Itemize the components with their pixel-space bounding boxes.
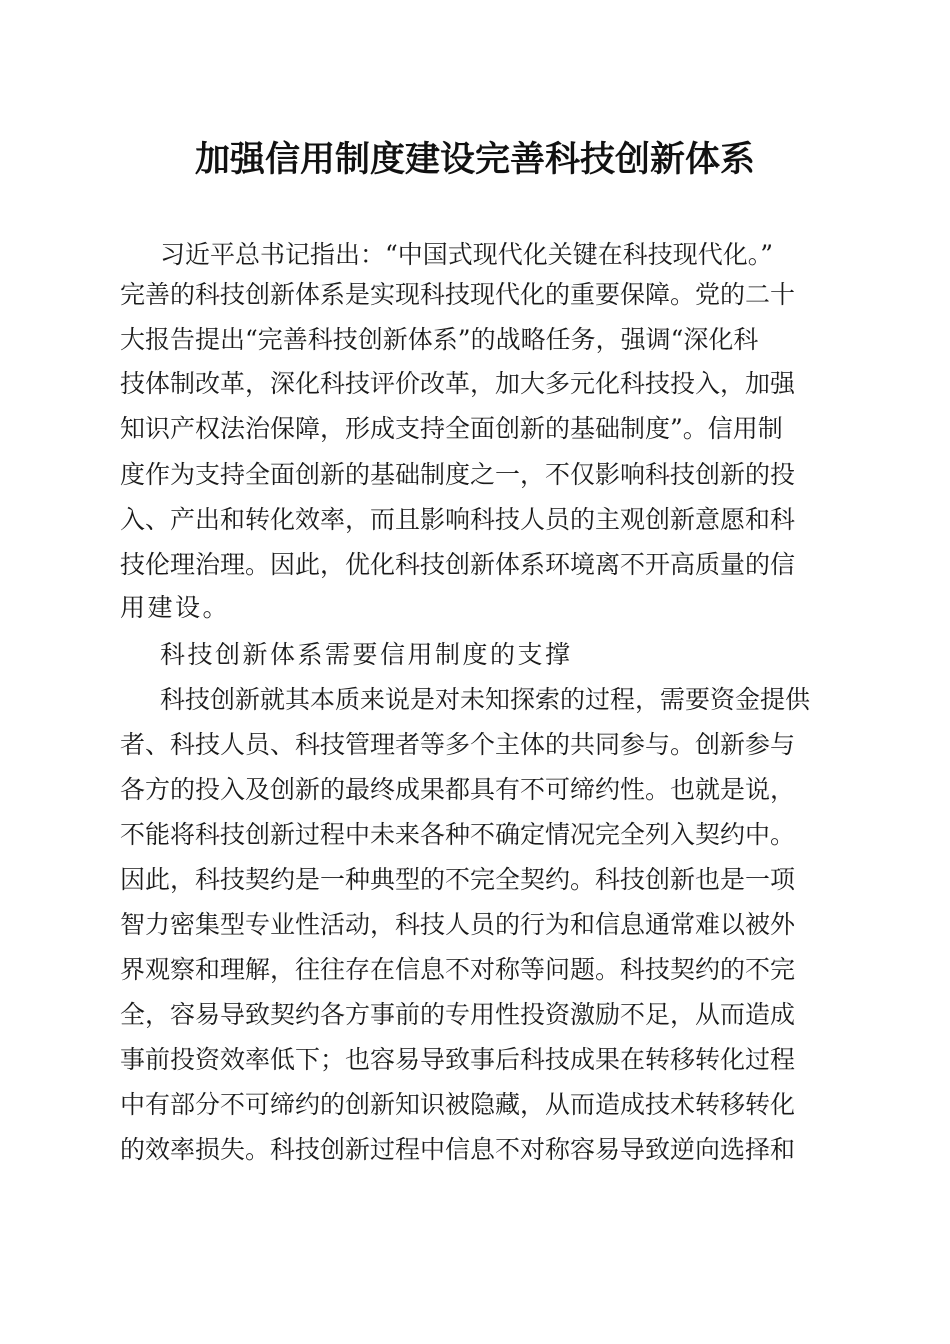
paragraph-line: 不能将科技创新过程中未来各种不确定情况完全列入契约中。 <box>120 820 796 849</box>
paragraph-line: 度作为支持全面创新的基础制度之一，不仅影响科技创新的投 <box>120 460 796 489</box>
paragraph-line: 各方的投入及创新的最终成果都具有不可缔约性。也就是说， <box>120 775 796 804</box>
section-heading: 科技创新体系需要信用制度的支撑 <box>160 640 573 669</box>
paragraph-line: 完善的科技创新体系是实现科技现代化的重要保障。党的二十 <box>120 280 796 309</box>
paragraph-line: 入、产出和转化效率，而且影响科技人员的主观创新意愿和科 <box>120 505 796 534</box>
paragraph-line: 知识产权法治保障，形成支持全面创新的基础制度”。信用制 <box>120 414 783 443</box>
paragraph-line: 因此，科技契约是一种典型的不完全契约。科技创新也是一项 <box>120 865 796 894</box>
paragraph-line: 用建设。 <box>120 593 231 622</box>
paragraph-line: 大报告提出“完善科技创新体系”的战略任务，强调“深化科 <box>120 325 759 354</box>
paragraph-line: 技体制改革，深化科技评价改革，加大多元化科技投入，加强 <box>120 369 796 398</box>
paragraph-line: 全，容易导致契约各方事前的专用性投资激励不足，从而造成 <box>120 1000 796 1029</box>
document-title: 加强信用制度建设完善科技创新体系 <box>194 139 755 180</box>
paragraph-line: 中有部分不可缔约的创新知识被隐藏，从而造成技术转移转化 <box>120 1090 796 1119</box>
paragraph-line: 者、科技人员、科技管理者等多个主体的共同参与。创新参与 <box>120 730 796 759</box>
paragraph-line: 技伦理治理。因此，优化科技创新体系环境离不开高质量的信 <box>120 550 796 579</box>
paragraph-line: 事前投资效率低下；也容易导致事后科技成果在转移转化过程 <box>120 1045 796 1074</box>
paragraph-line: 科技创新就其本质来说是对未知探索的过程，需要资金提供 <box>160 685 811 714</box>
paragraph-line: 智力密集型专业性活动，科技人员的行为和信息通常难以被外 <box>120 910 796 939</box>
paragraph-line: 习近平总书记指出：“中国式现代化关键在科技现代化。” <box>160 240 774 269</box>
paragraph-line: 界观察和理解，往往存在信息不对称等问题。科技契约的不完 <box>120 955 796 984</box>
paragraph-line: 的效率损失。科技创新过程中信息不对称容易导致逆向选择和 <box>120 1135 796 1164</box>
